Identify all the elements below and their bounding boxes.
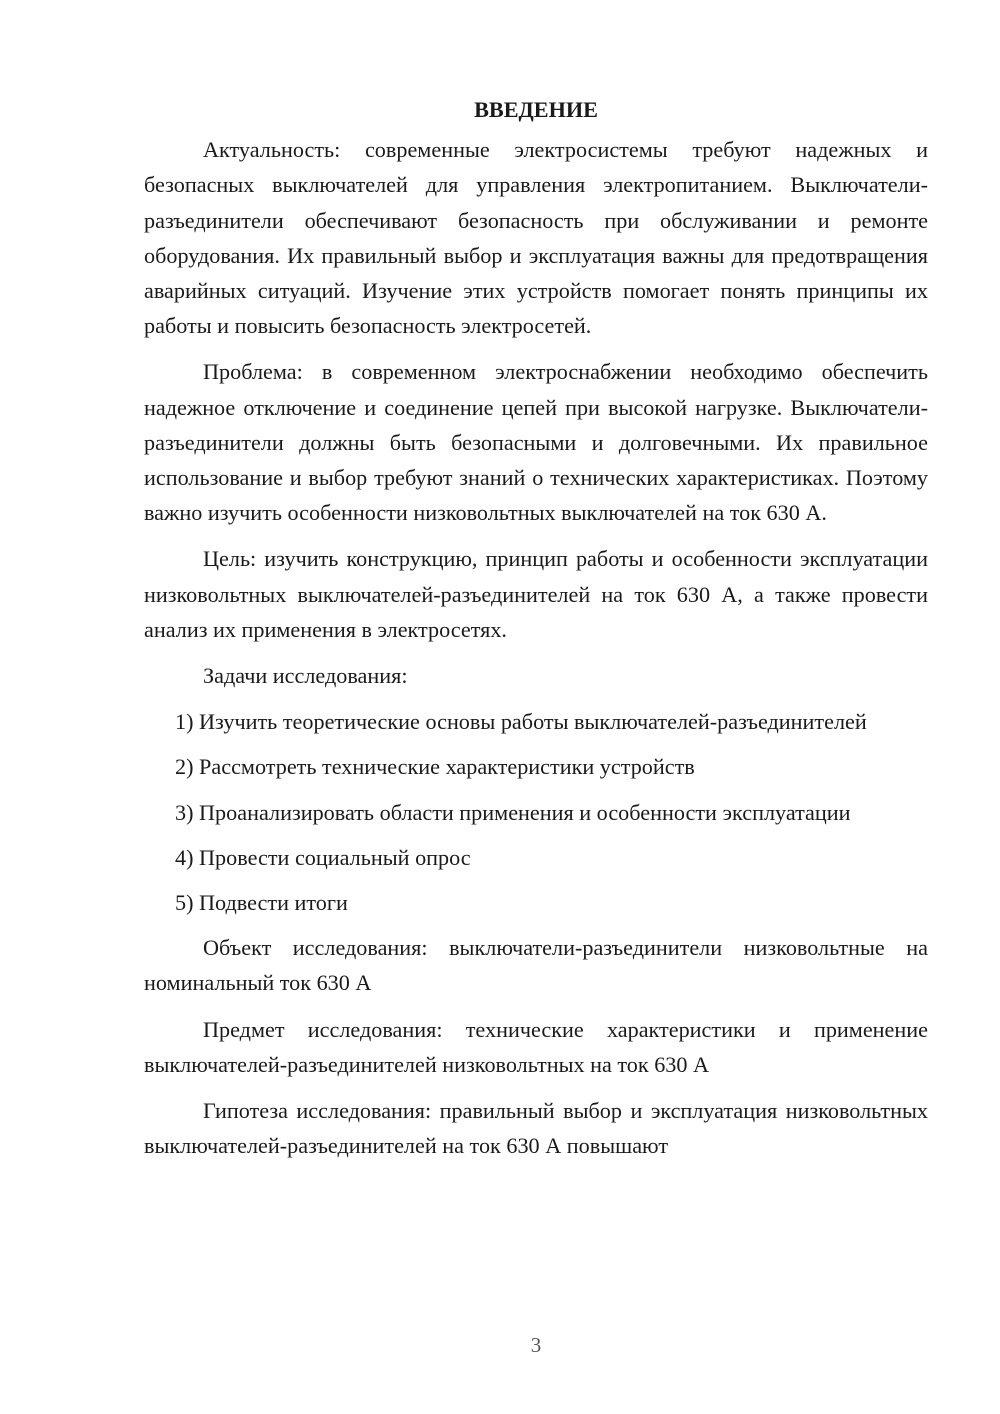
paragraph-goal: Цель: изучить конструкцию, принцип работы и особенности эксплуатации низковольтных выключателей-разъединителей на ток 630 А, а также провести анализ их применения в электросетях. <box>144 546 928 642</box>
tasks-list <box>144 704 928 920</box>
paragraph-hypothesis: Гипотеза исследования: правильный выбор и эксплуатация низковольтных выключателей-разъединителей на ток 630 А повышают <box>144 1098 928 1159</box>
list-item: 3) Проанализировать области применения и особенности эксплуатации <box>175 799 851 825</box>
paragraph-subject: Предмет исследования: технические характеристики и применение выключателей-разъединителей низковольтных на ток 630 А <box>144 1016 928 1077</box>
tasks-heading: Задачи исследования: <box>203 663 408 689</box>
list-item: 4) Провести социальный опрос <box>175 844 471 870</box>
list-item: 2) Рассмотреть технические характеристики устройств <box>175 754 695 780</box>
page-number: 3 <box>530 1333 542 1357</box>
paragraph-problem: Проблема: в современном электроснабжении необходимо обеспечить надежное отключение и соединение цепей при высокой нагрузке. Выключатели-разъединители должны быть безопасными и долговечными. Их правильное использование и выбор требуют знаний о технических характеристиках. Поэтому важно изучить особенности низковольтных выключателей на ток 630 А. <box>144 359 928 526</box>
list-item: 5) Подвести итоги <box>175 890 348 916</box>
list-item: 1) Изучить теоретические основы работы выключателей-разъединителей <box>175 709 867 735</box>
paragraph-relevance: Актуальность: современные электросистемы требуют надежных и безопасных выключателей для управления электропитанием. Выключатели-разъединители обеспечивают безопасность при обслуживании и ремонте оборудования. Их правильный выбор и эксплуатация важны для предотвращения аварийных ситуаций. Изучение этих устройств помогает понять принципы их работы и повысить безопасность электросетей. <box>144 137 928 339</box>
document-title: ВВЕДЕНИЕ <box>474 97 598 122</box>
paragraph-object: Объект исследования: выключатели-разъединители низковольтные на номинальный ток 630 А <box>144 935 928 996</box>
document-page <box>144 92 928 1174</box>
